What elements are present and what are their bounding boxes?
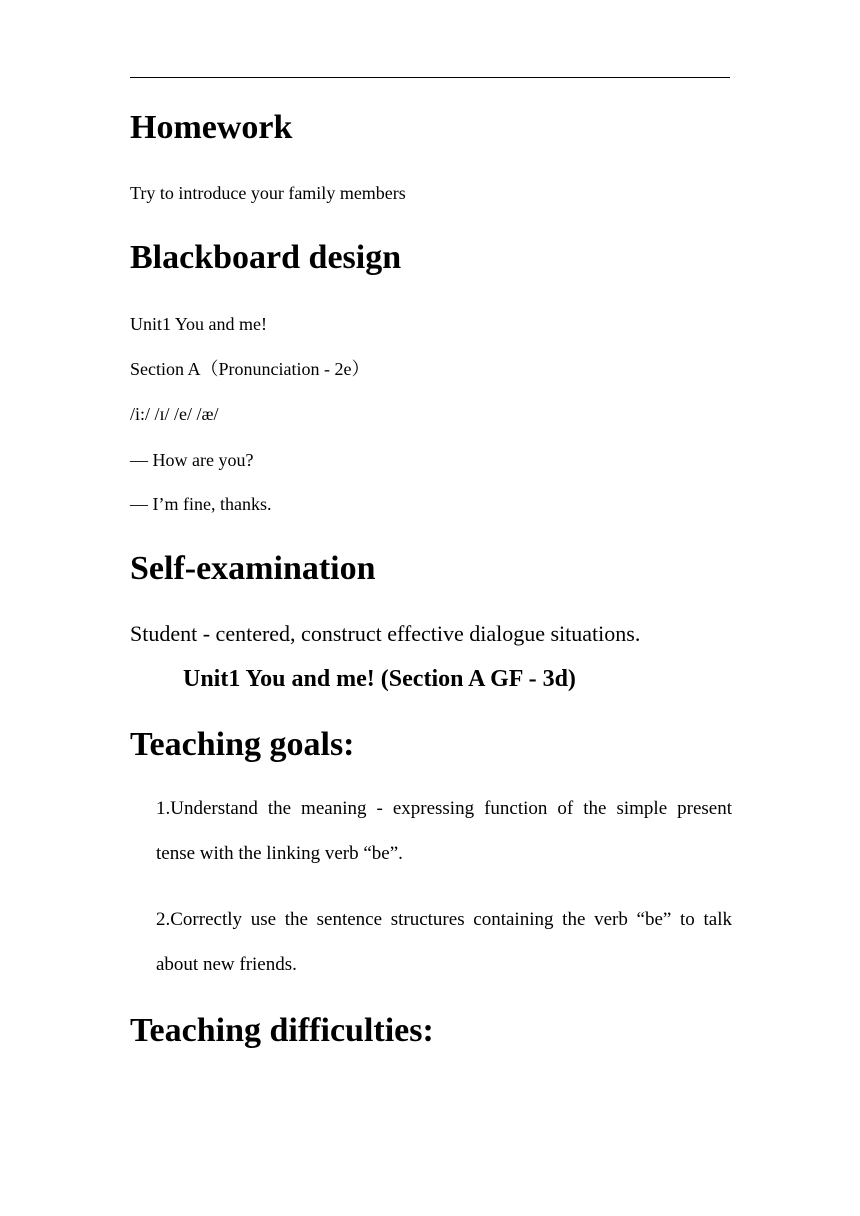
teaching-goal-item xyxy=(156,797,732,821)
teaching-goals-heading: Teaching goals: xyxy=(130,726,355,763)
blackboard-line: Section A（Pronunciation - 2e） xyxy=(130,359,370,379)
homework-heading: Homework xyxy=(130,109,293,146)
self-examination-text: Student - centered, construct effective dialogue situations. xyxy=(130,621,641,646)
blackboard-line: /i:/ /ɪ/ /e/ /æ/ xyxy=(130,404,219,424)
homework-text: Try to introduce your family members xyxy=(130,183,406,203)
blackboard-heading: Blackboard design xyxy=(130,239,402,276)
self-examination-heading: Self-examination xyxy=(130,550,376,587)
teaching-goal-line: tense with the linking verb “be”. xyxy=(156,843,403,864)
teaching-difficulties-heading: Teaching difficulties: xyxy=(130,1012,434,1049)
teaching-goal-item xyxy=(156,842,732,866)
blackboard-line: — I’m fine, thanks. xyxy=(130,494,272,514)
blackboard-line: — How are you? xyxy=(130,450,254,470)
lesson-title: Unit1 You and me! (Section A GF - 3d) xyxy=(183,666,576,692)
teaching-goal-line: 1.Understand the meaning - expressing function of the simple present xyxy=(156,798,732,819)
header-rule xyxy=(130,77,730,78)
teaching-goal-item xyxy=(156,908,732,932)
teaching-goal-item xyxy=(156,953,732,977)
teaching-goal-line: 2.Correctly use the sentence structures containing the verb “be” to talk xyxy=(156,909,732,930)
blackboard-line: Unit1 You and me! xyxy=(130,314,268,334)
teaching-goal-line: about new friends. xyxy=(156,954,297,975)
